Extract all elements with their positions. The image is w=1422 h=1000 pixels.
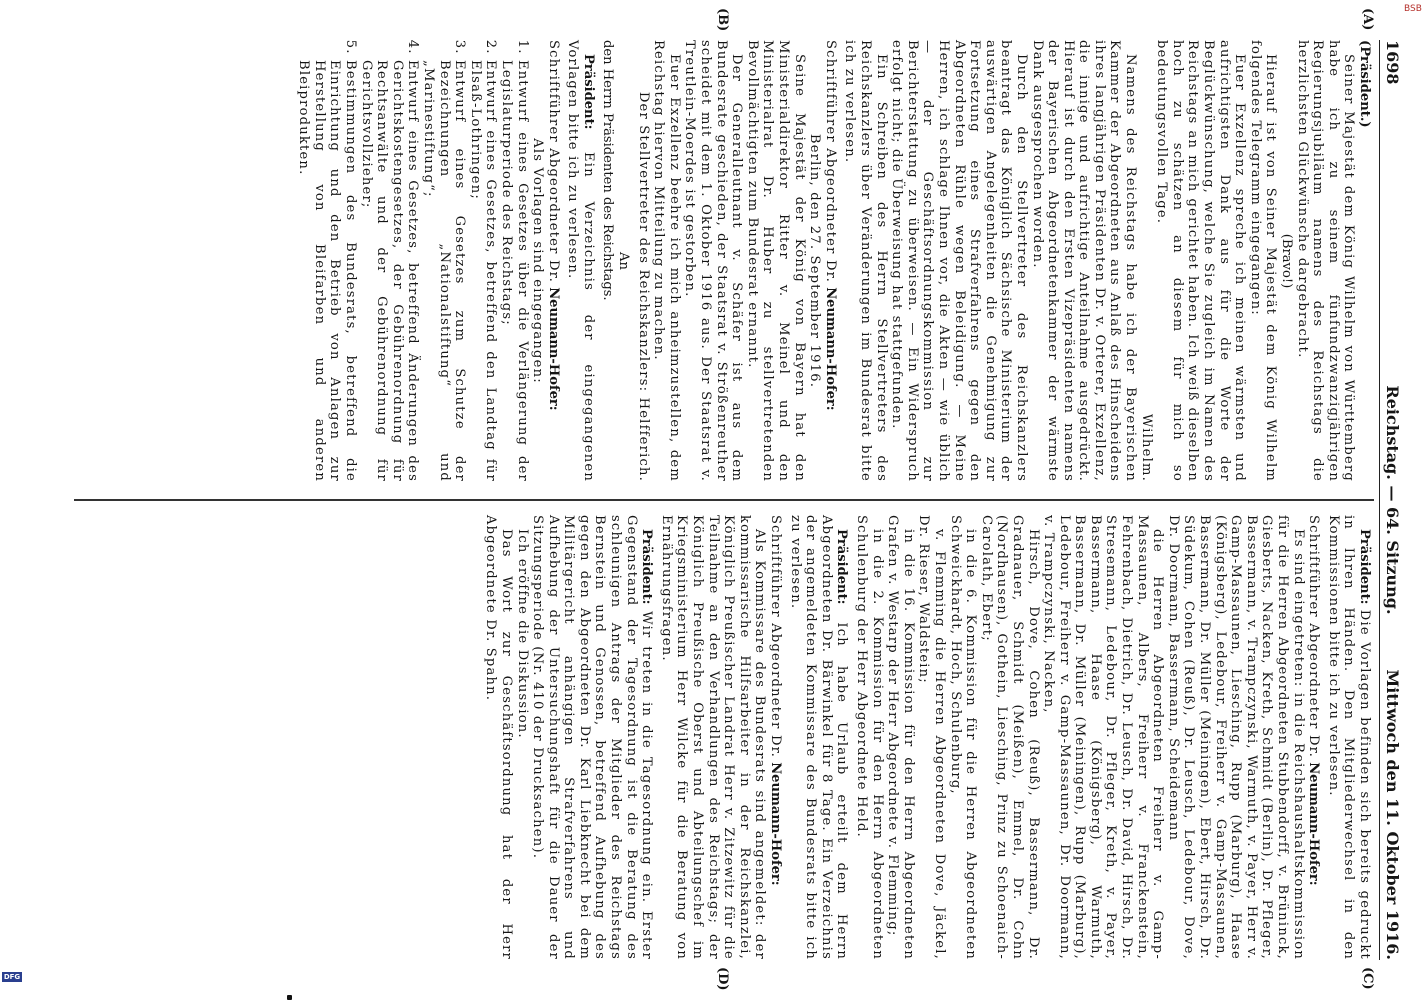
speaker-name: Neumann-Hofer: (822, 287, 838, 411)
paragraph: Das Wort zur Geschäftsordnung hat der Herr Abgeordnete Dr. Spahn. (483, 515, 514, 960)
paragraph: Durch den Stellvertreter des Reichskanzlers beantragt das Königlich Sächsische Ministerium der auswärtigen Angelegenheiten die Genehmigung zur Fortsetzung eines Strafverfahrens gegen den Abgeordneten Rühle wegen Beleidigung. — Meine Herren, ich schlage Ihnen vor, die Akten — wie üblich — der Geschäftsordnungskommission zur Berichterstattung zu überweisen. — Ein Widerspruch erfolgt nicht; die Überweisung hat stattgefunden. (889, 40, 1029, 482)
telegram-text: Euer Exzellenz spreche ich meinen wärmsten und aufrichtigsten Dank aus für die Worte der Beglückwünschung, welche Sie zugleich im Namen des Reichstags an mich gerichtet haben. Ich weiß dieselben hoch zu schätzen an diesem für mich so bedeutungsvollen Tage. (1154, 40, 1248, 482)
bill-list (296, 40, 530, 482)
speaker-line (1306, 515, 1322, 960)
paragraph: in die 2. Kommission für den Herrn Abgeordneten Schulenburg der Herr Abgeordnete Held. (854, 515, 885, 960)
signature: Der Stellvertreter des Reichskanzlers: Helfferich. (635, 91, 651, 482)
dfg-logo: DFG (3, 973, 21, 981)
session-title: Reichstag. — 64. Sitzung. (1383, 385, 1402, 615)
list-item: 1. Entwurf eines Gesetzes über die Verlängerung der Legislaturperiode des Reichstags; (498, 60, 529, 482)
signature: Wilhelm. (1138, 413, 1154, 482)
paragraph: Ein Schreiben des Herrn Stellvertreters des Reichskanzlers über Veränderungen im Bundesrat bitte ich zu verlesen. (842, 40, 889, 482)
speaker-line (787, 515, 849, 960)
dateline: Berlin, den 27. September 1916. (807, 133, 823, 389)
paragraph: Hierauf ist von Seiner Majestät dem König Wilhelm folgendes Telegramm eingegangen: (1247, 40, 1279, 482)
speaker-name: Präsident: (639, 529, 655, 605)
speaker-tag: (Präsident.) (1357, 40, 1372, 128)
paragraph: Hirsch, Dove, Cohen (Reuß), Bassermann, Dr. Gradnauer, Schmidt (Meißen), Emmel, Dr. Cohn (Nordhausen), Gothein, Liesching, Prinz zu Schoenaich-Carolath, Ebert; (978, 515, 1041, 960)
column-divider (74, 499, 1374, 501)
right-column (483, 515, 1372, 960)
paragraph: Als Vorlagen sind eingegangen: (530, 138, 546, 384)
paragraph: in die 6. Kommission für die Herren Abgeordneten Schweickhardt, Hoch, Schulenburg, (947, 515, 979, 960)
paragraph: die Herren Abgeordneten Freiherr v. Gamp-Massaunen, Albers, Freiherr v. Franckenstein, Fehrenbach, Dietrich, Dr. Leusch, Dr. David, Hirsch, Dr. Stresemann, Ledebour, Dr. Pfleger, Kreth, v. Payer, Bassermann, Haase (Königsberg), Warmuth, Bassermann, Dr. Müller (Meiningen), Rupp (Marburg), Ledebour, Freiherr v. Gamp-Massaunen, Dr. Doormann, v. Trampczynski, Nacken, (1041, 515, 1166, 960)
library-mark: BSB (1404, 4, 1422, 14)
scan-speck (287, 995, 292, 1000)
speaker-line (1325, 515, 1372, 960)
speech: Die Vorlagen befinden sich bereits gedruckt in Ihren Händen. Den Mitgliederwechsel in den Kommissionen bitte ich zu verlesen. (1325, 515, 1372, 960)
addressee: An (616, 252, 632, 270)
speaker-name: Präsident: (1357, 529, 1372, 605)
margin-marker-a: (A) (1360, 8, 1375, 31)
addressee-line: den Herrn Präsidenten des Reichstags. (600, 40, 616, 301)
margin-marker-b: (B) (715, 8, 730, 32)
speaker-role: Schriftführer Abgeordneter Dr. (822, 40, 838, 284)
speaker-line (767, 515, 783, 960)
speaker-line (822, 40, 838, 482)
speech: Wir treten in die Tagesordnung ein. Erster Gegenstand der Tagesordnung ist die Beratung des schleunigen Antrags der Mitglieder des Reichstags Bernstein und Genossen, betreffend Aufhebung des gegen den Abgeordneten Dr. Karl Liebknecht bei dem Militärgericht anhängigen Strafverfahrens und Aufhebung der Untersuchungshaft für die Dauer der Sitzungsperiode (Nr. 410 der Drucksachen). (530, 515, 655, 960)
paragraph: Der Generalleutnant v. Schäfer ist aus dem Bundesrate geschieden, der Staatsrat v. Strößenreuther scheidet mit dem 1. Oktober 1916 aus. Der Staatsrat v. Treutlein-Moerdes ist gestorben. (682, 40, 745, 482)
speech: Ich habe Urlaub erteilt dem Herrn Abgeordneten Dr. Bärwinkel für 8 Tage. Ein Verzeichnis der angemeldeten Kommissare des Bundesrats bitte ich zu verlesen. (787, 515, 850, 960)
list-item: 2. Entwurf eines Gesetzes, betreffend den Landtag für Elsaß-Lothringen; (467, 60, 498, 482)
list-item: 5. Bestimmungen des Bundesrats, betreffend die Einrichtung und den Betrieb von Anlagen zur Herstellung von Bleifarben und anderen Bleiprodukten. (296, 60, 358, 482)
paragraph: Seine Majestät der König von Bayern hat den Ministerialdirektor Ritter v. Meinel und den Ministerialrat Dr. Huber zu stellvertretenden Bevollmächtigten zum Bundesrat ernannt. (744, 40, 807, 482)
speaker-name: Neumann-Hofer: (768, 762, 784, 886)
paragraph: in die 16. Kommission für den Herrn Abgeordneten Grafen v. Westarp der Herr Abgeordnete v. Flemming; (885, 515, 916, 960)
paragraph: Als Kommissare des Bundesrats sind angemeldet: der kommissarische Hilfsarbeiter in der Reichskanzlei, Königlich Preußischer Landrat Herr v. Zitzewitz für die Teilnahme an den Verhandlungen des Reichstags; der Königlich Preußische Oberst und Abteilungschef im Kriegsministerium Herr Wilcke für die Beratung von Ernährungsfragen. (658, 515, 768, 960)
speaker-name: Neumann-Hofer: (1306, 762, 1322, 886)
speaker-line (530, 515, 655, 960)
speaker-name: Präsident: (834, 529, 850, 605)
left-column (296, 40, 1372, 482)
speech: Ein Verzeichnis der eingegangenen Vorlagen bitte ich zu verlesen. (565, 40, 596, 482)
speaker-line (545, 40, 561, 482)
margin-marker-d: (D) (715, 967, 730, 991)
paragraph: Seiner Majestät dem König Wilhelm von Württemberg habe ich zu seinem fünfundzwanzigjährigen Regierungsjubiläum namens des Reichstags die herzlichsten Glückwünsche dargebracht. (1294, 40, 1357, 482)
paragraph: Namens des Reichstags habe ich der Bayerischen Kammer der Abgeordneten aus Anlaß des Hinscheidens ihres langjährigen Präsidenten Dr. v. Orterer, Exzellenz, die innige und aufrichtige Anteilnahme ausgedrückt. Hierauf ist durch den Ersten Vizepräsidenten namens der Bayerischen Abgeordnetenkammer der wärmste Dank ausgesprochen worden. (1029, 40, 1139, 482)
page-header (1379, 40, 1402, 960)
list-item: 3. Entwurf eines Gesetzes zum Schutze der Bezeichnungen „Nationalstiftung“ und „Marinestiftung“; (420, 60, 467, 482)
speaker-name: Präsident: (580, 54, 596, 130)
speaker-role: Schriftführer Abgeordneter Dr. (768, 515, 784, 759)
speaker-role: Schriftführer Abgeordneter Dr. (1306, 515, 1322, 759)
session-date: Mittwoch den 11. Oktober 1916. (1383, 669, 1402, 960)
paragraph: Es sind eingetreten: in die Reichshaushaltskommission für die Herren Abgeordneten Stubbendorff, v. Brüninck, Giesberts, Nacken, Kreth, Schmidt (Berlin), Dr. Pfleger, Bassermann, v. Trampczynski, Warmuth, v. Payer, Herr v. Gamp-Massaunen, Liesching, Rupp (Marburg), Haase (Königsberg), Ledebour, Freiherr v. Gamp-Massaunen, Bassermann, Dr. Müller (Meiningen), Ebert, Hirsch, Dr. Südekum, Cohen (Reuß), Dr. Leusch, Ledebour, Dove, Dr. Doormann, Bassermann, Scheidemann (1165, 515, 1306, 960)
speaker-name: Neumann-Hofer: (545, 287, 561, 411)
paragraph: v. Flemming die Herren Abgeordneten Dove, Jäckel, Dr. Rieser, Waldstein; (916, 515, 947, 960)
margin-marker-c: (C) (1360, 967, 1375, 990)
speaker-line (565, 40, 596, 482)
page-number: 1698 (1383, 40, 1402, 85)
list-item: 4. Entwurf eines Gesetzes, betreffend Änderungen des Gerichtskostengesetzes, der Gebührenordnung für Rechtsanwälte und der Gebührenordnung für Gerichtsvollzieher; (358, 60, 420, 482)
applause-note: (Bravo!) (1279, 233, 1295, 289)
paragraph: Euer Exzellenz beehre ich mich anheimzustellen, dem Reichstag hiervon Mitteilung zu machen. (651, 40, 682, 482)
speaker-role: Schriftführer Abgeordneter Dr. (545, 40, 561, 284)
paragraph: Ich eröffne die Diskussion. (514, 529, 530, 739)
